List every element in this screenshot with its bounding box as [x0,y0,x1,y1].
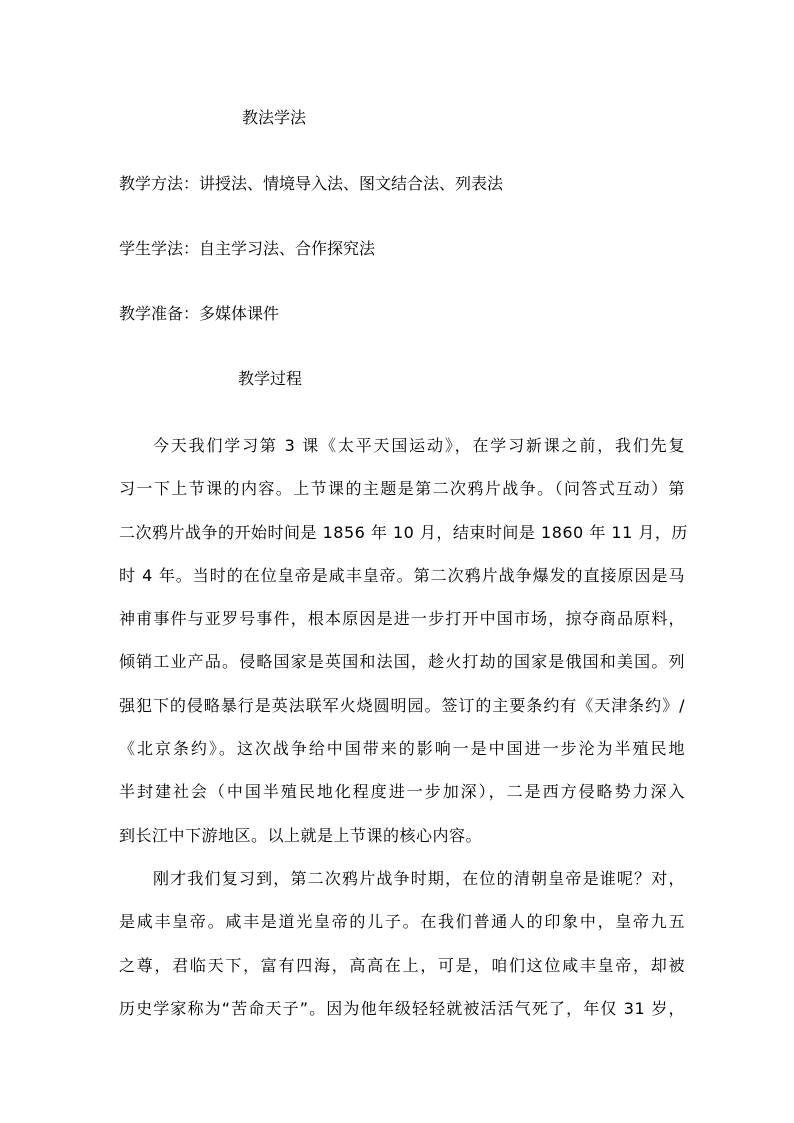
learning-method-line: 学生学法：自主学习法、合作探究法 [119,239,376,258]
paragraph-line: 时 4 年。当时的在位皇帝是咸丰皇帝。第二次鸦片战争爆发的直接原因是马 [119,565,685,585]
preparation-line: 教学准备：多媒体课件 [119,304,280,323]
paragraph-line: 《北京条约》。这次战争给中国带来的影响一是中国进一步沦为半殖民地 [119,739,685,759]
paragraph-line: 倾销工业产品。侵略国家是英国和法国，趁火打劫的国家是俄国和美国。列 [119,652,685,672]
paragraph-review [119,424,688,857]
paragraph-line: 神甫事件与亚罗号事件，根本原因是进一步打开中国市场，掠夺商品原料， [119,609,685,629]
paragraph-line: 是咸丰皇帝。咸丰是道光皇帝的儿子。在我们普通人的印象中，皇帝九五 [119,912,685,932]
teaching-method-line: 教学方法：讲授法、情境导入法、图文结合法、列表法 [119,174,504,193]
paragraph-xianfeng [119,857,685,1030]
paragraph-line: 习一下上节课的内容。上节课的主题是第二次鸦片战争。（问答式互动）第 [119,479,685,499]
paragraph-line: 二次鸦片战争的开始时间是 1856 年 10 月，结束时间是 1860 年 11 月，历 [119,522,688,542]
heading-teaching-methods: 教法学法 [242,108,307,127]
paragraph-line: 半封建社会（中国半殖民地化程度进一步加深），二是西方侵略势力深入 [119,782,685,802]
paragraph-line: 到长江中下游地区。以上就是上节课的核心内容。 [119,825,483,845]
paragraph-line: 强犯下的侵略暴行是英法联军火烧圆明园。签订的主要条约有《天津条约》/ [119,695,685,715]
heading-teaching-process: 教学过程 [238,369,303,388]
paragraph-line: 之尊，君临天下，富有四海，高高在上，可是，咱们这位咸丰皇帝，却被 [119,955,685,975]
paragraph-line: 今天我们学习第 3 课《太平天国运动》，在学习新课之前，我们先复 [153,436,685,455]
paragraph-line: 历史学家称为“苦命天子”。因为他年级轻轻就被活活气死了，年仅 31 岁， [119,998,685,1018]
paragraph-line: 刚才我们复习到，第二次鸦片战争时期，在位的清朝皇帝是谁呢？对， [153,869,685,888]
